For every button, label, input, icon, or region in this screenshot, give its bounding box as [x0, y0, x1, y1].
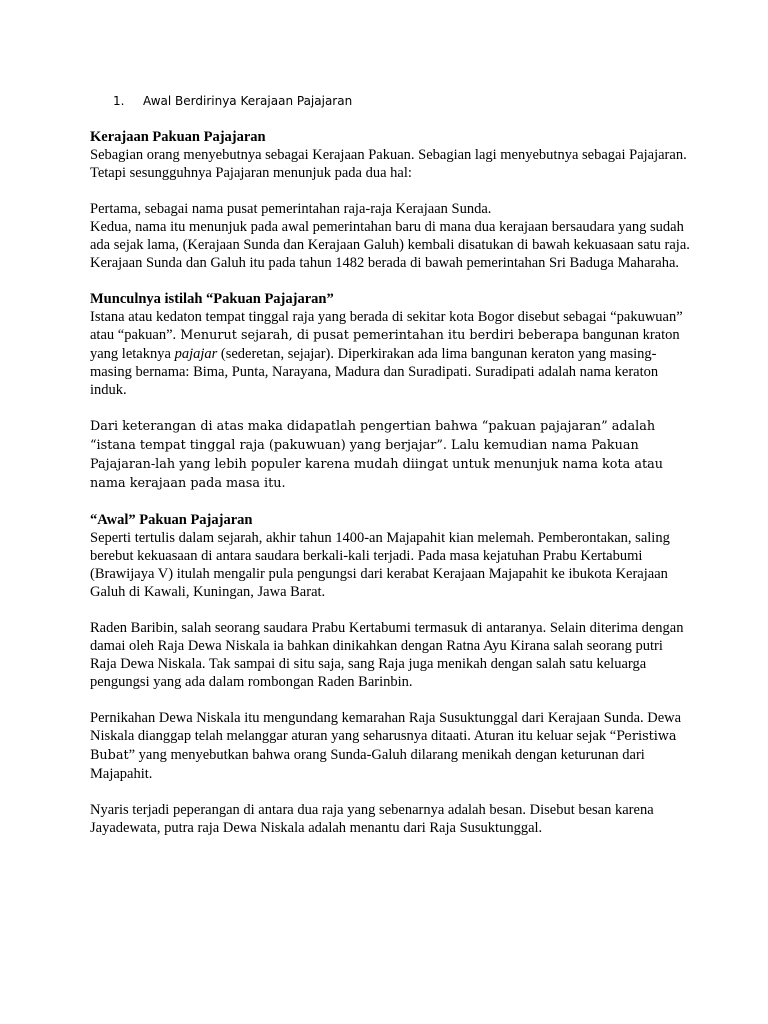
paragraph: Kedua, nama itu menunjuk pada awal pemerintahan baru di mana dua kerajaan bersaudara yang sudah ada sejak lama, (Kerajaan Sunda dan Kerajaan Galuh) kembali disatukan di bawah kekuasaan satu raja.: [90, 219, 690, 253]
text-run: ” yang menyebutkan bahwa orang Sunda-Galuh dilarang menikah dengan keturunan dari Majapahit.: [90, 747, 645, 782]
paragraph: Pertama, sebagai nama pusat pemerintahan raja-raja Kerajaan Sunda.: [90, 201, 492, 217]
text-run: Dari keterangan di atas maka didapatlah pengertian bahwa “pakuan pajajaran” adalah “istana tempat tinggal raja (pakuwuan) yang berjajar”.: [90, 419, 656, 453]
section-title: Kerajaan Pakuan Pajajaran: [90, 129, 266, 145]
text-run: Peristiwa Bubat: [90, 729, 677, 763]
italic-term: pajajar: [174, 346, 218, 362]
paragraph: [90, 417, 690, 493]
text-run: (sederetan, sejajar). Diperkirakan ada lima bangunan keraton yang masing-masing bernama: Bima, Punta, Narayana, Madura dan Suradipati. Suradipati adalah nama keraton induk.: [90, 346, 659, 398]
heading-title: Awal Berdirinya Kerajaan Pajajaran: [143, 94, 353, 108]
numbered-heading: [113, 92, 352, 110]
paragraph: [90, 308, 690, 399]
text-run: bangunan kraton yang letaknya: [90, 327, 680, 362]
paragraph: Raden Baribin, salah seorang saudara Prabu Kertabumi termasuk di antaranya. Selain diterima dengan damai oleh Raja Dewa Niskala ia bahkan dinikahkan dengan Ratna Ayu Kirana salah seorang putri Raja Dewa Niskala. Tak sampai di situ saja, sang Raja juga menikah dengan salah satu keluarga pengungsi yang ada dalam rombongan Raden Barinbin.: [90, 620, 684, 690]
heading-number: 1.: [113, 94, 125, 108]
text-run: Istana atau kedaton tempat tinggal raja yang berada di sekitar kota Bogor disebut sebagai “pakuwuan” atau “pakuan”.: [90, 309, 683, 343]
section-title: “Awal” Pakuan Pajajaran: [90, 512, 253, 528]
paragraph: [90, 709, 690, 783]
text-run: Pernikahan Dewa Niskala itu mengundang kemarahan Raja Susuktunggal dari Kerajaan Sunda. Dewa Niskala dianggap telah melanggar aturan yang seharusnya ditaati. Aturan itu keluar sejak “: [90, 710, 682, 744]
document-body: [90, 128, 690, 855]
text-run: Menurut sejarah, di pusat pemerintahan itu berdiri beberapa: [176, 328, 579, 343]
section-kerajaan-pakuan-pajajaran: [90, 128, 690, 272]
section-munculnya-istilah: [90, 290, 690, 493]
paragraph: Kerajaan Sunda dan Galuh itu pada tahun 1482 berada di bawah pemerintahan Sri Baduga Maharaha.: [90, 255, 680, 271]
text-run: Lalu kemudian nama Pakuan Pajajaran-lah yang lebih populer karena mudah diingat untuk menunjuk nama kota atau nama kerajaan pada masa itu.: [90, 438, 663, 491]
section-title: Munculnya istilah “Pakuan Pajajaran”: [90, 291, 334, 307]
section-awal-pakuan-pajajaran: [90, 511, 690, 837]
paragraph: Sebagian orang menyebutnya sebagai Kerajaan Pakuan. Sebagian lagi menyebutnya sebagai Pajajaran. Tetapi sesungguhnya Pajajaran menunjuk pada dua hal:: [90, 147, 687, 181]
paragraph: Seperti tertulis dalam sejarah, akhir tahun 1400-an Majapahit kian melemah. Pemberontakan, saling berebut kekuasaan di antara saudara berkali-kali terjadi. Pada masa kejatuhan Prabu Kertabumi (Brawijaya V) itulah mengalir pula pengungsi dari kerabat Kerajaan Majapahit ke ibukota Kerajaan Galuh di Kawali, Kuningan, Jawa Barat.: [90, 530, 670, 600]
paragraph: Nyaris terjadi peperangan di antara dua raja yang sebenarnya adalah besan. Disebut besan karena Jayadewata, putra raja Dewa Niskala adalah menantu dari Raja Susuktunggal.: [90, 802, 654, 836]
